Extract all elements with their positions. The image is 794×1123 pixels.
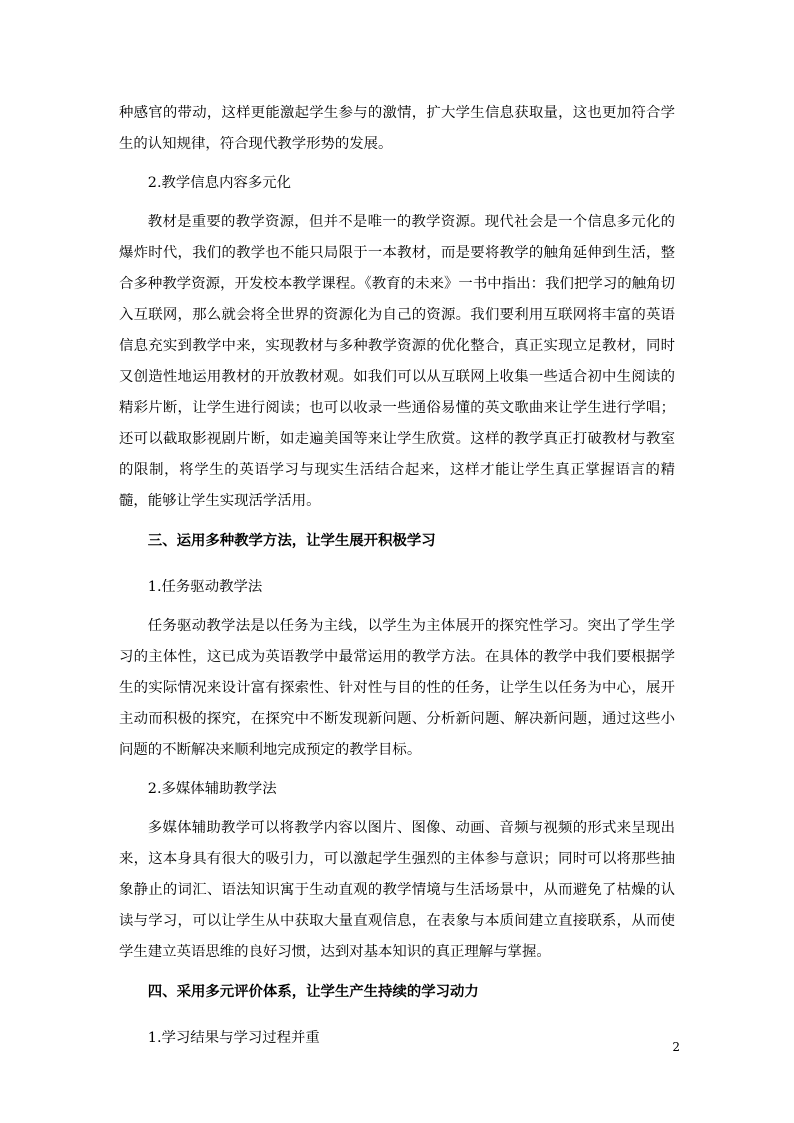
document-body bbox=[119, 98, 675, 1062]
subheading-task-driven: 1.任务驱动教学法 bbox=[147, 579, 263, 595]
paragraph-continued: 种感官的带动，这样更能激起学生参与的激情，扩大学生信息获取量，这也更加符合学生的认知规律，符合现代教学形势的发展。 bbox=[119, 105, 675, 152]
subheading-teaching-info: 2.教学信息内容多元化 bbox=[147, 175, 292, 191]
subheading-results-process: 1.学习结果与学习过程并重 bbox=[147, 1030, 320, 1046]
section-heading-evaluation: 四、采用多元评价体系，让学生产生持续的学习动力 bbox=[147, 983, 479, 1000]
page-number: 2 bbox=[672, 1040, 680, 1054]
subheading-multimedia: 2.多媒体辅助教学法 bbox=[147, 781, 277, 797]
section-heading-teaching-methods: 三、运用多种教学方法，让学生展开积极学习 bbox=[147, 532, 436, 549]
paragraph-task-driven: 任务驱动教学法是以任务为主线，以学生为主体展开的探究性学习。突出了学生学习的主体性，这已成为英语教学中最常运用的教学方法。在具体的教学中我们要根据学生的实际情况来设计富有探索性、针对性与目的性的任务，让学生以任务为中心，展开主动而积极的探究，在探究中不断发现新问题、分析新问题、解决新问题，通过这些小问题的不断解决来顺利地完成预定的教学目标。 bbox=[119, 618, 675, 758]
paragraph-multimedia: 多媒体辅助教学可以将教学内容以图片、图像、动画、音频与视频的形式来呈现出来，这本身具有很大的吸引力，可以激起学生强烈的主体参与意识；同时可以将那些抽象静止的词汇、语法知识寓于生动直观的教学情境与生活场景中，从而避免了枯燥的认读与学习，可以让学生从中获取大量直观信息，在表象与本质间建立直接联系，从而使学生建立英语思维的良好习惯，达到对基本知识的真正理解与掌握。 bbox=[119, 820, 675, 960]
paragraph-teaching-resources: 教材是重要的教学资源，但并不是唯一的教学资源。现代社会是一个信息多元化的爆炸时代，我们的教学也不能只局限于一本教材，而是要将教学的触角延伸到生活，整合多种教学资源，开发校本教学课程。《教育的未来》一书中指出：我们把学习的触角切入互联网，那么就会将全世界的资源化为自己的资源。我们要利用互联网将丰富的英语信息充实到教学中来，实现教材与多种教学资源的优化整合，真正实现立足教材，同时又创造性地运用教材的开放教材观。如我们可以从互联网上收集一些适合初中生阅读的精彩片断，让学生进行阅读；也可以收录一些通俗易懂的英文歌曲来让学生进行学唱；还可以截取影视剧片断，如走遍美国等来让学生欣赏。这样的教学真正打破教材与教室的限制，将学生的英语学习与现实生活结合起来，这样才能让学生真正掌握语言的精髓，能够让学生实现活学活用。 bbox=[119, 214, 675, 509]
